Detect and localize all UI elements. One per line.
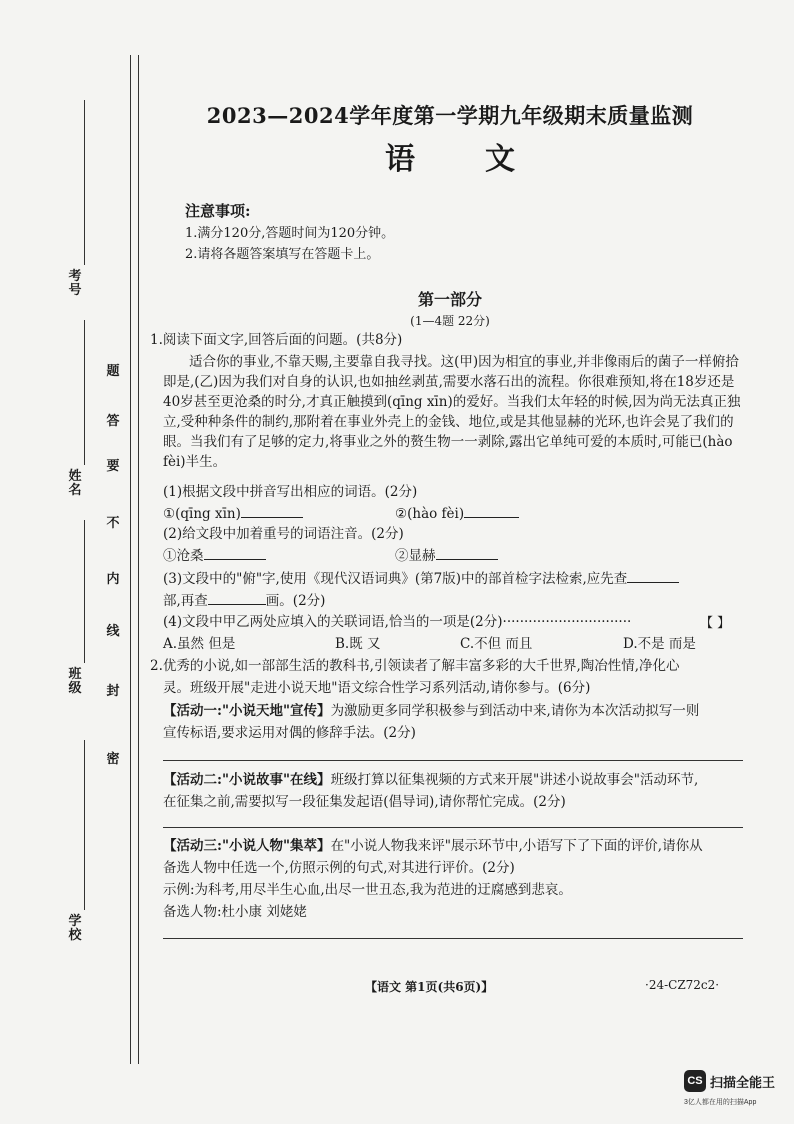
q1-sub1-b-label: ②(hào fèi) xyxy=(395,506,465,522)
part-subtitle: (1—4题 22分) xyxy=(410,314,490,328)
q1-sub3-blank-strokes[interactable] xyxy=(208,590,266,605)
q2-activity3-cont: 备选人物中任选一个,仿照示例的句式,对其进行评价。(2分) xyxy=(163,860,515,876)
exam-number-label: 考号 xyxy=(68,269,82,298)
q1-sub2-b xyxy=(395,545,595,566)
name-field[interactable] xyxy=(84,320,85,465)
q1-sub2-b-label: ②显赫 xyxy=(395,548,436,564)
q2-activity3-example: 示例:为科考,用尽半生心血,出尽一世丑态,我为范进的迂腐感到悲哀。 xyxy=(163,882,572,898)
school-label: 学校 xyxy=(68,914,82,943)
binding-line-outer xyxy=(130,55,131,1064)
q2-activity3-answer-line[interactable] xyxy=(163,938,743,939)
notice-title: 注意事项: xyxy=(185,202,251,220)
seal-char: 封 xyxy=(106,684,120,699)
seal-char: 题 xyxy=(106,364,120,379)
q1-sub2: (2)给文段中加着重号的词语注音。(2分) xyxy=(163,526,404,542)
q2-activity2-text: 班级打算以征集视频的方式来开展"讲述小说故事会"活动环节, xyxy=(330,772,699,788)
q2-activity3 xyxy=(163,836,763,856)
q1-option: C.不但 而且 xyxy=(460,636,533,652)
q2-activity3-tag: 【活动三:"小说人物"集萃】 xyxy=(163,838,331,854)
q1-sub3-text2: 部,再查 xyxy=(163,593,208,609)
subject-title: 语文 xyxy=(385,142,585,177)
q1-stem: 1.阅读下面文字,回答后面的问题。(共8分) xyxy=(150,332,403,348)
q1-sub1-b xyxy=(395,503,595,524)
watermark-tagline: 3亿人都在用的扫描App xyxy=(684,1099,757,1106)
seal-char: 要 xyxy=(106,459,120,474)
q1-sub3-text: (3)文段中的"俯"字,使用《现代汉语词典》(第7版)中的部首检字法检索,应先查 xyxy=(163,571,628,587)
q1-sub3-text3: 画。(2分) xyxy=(265,593,326,609)
q2-stem-cont: 灵。班级开展"走进小说天地"语文综合性学习系列活动,请你参与。(6分) xyxy=(163,680,591,696)
q1-option: D.不是 而是 xyxy=(623,636,696,652)
q1-sub1-a-label: ①(qīng xīn) xyxy=(163,506,241,522)
class-field[interactable] xyxy=(84,520,85,663)
q1-sub3-line1 xyxy=(163,568,763,589)
q2-activity1-tag: 【活动一:"小说天地"宣传】 xyxy=(163,703,331,719)
q2-activity2-cont: 在征集之前,需要拟写一段征集发起语(倡导词),请你帮忙完成。(2分) xyxy=(163,794,566,810)
q2-activity3-text: 在"小说人物我来评"展示环节中,小语写下了下面的评价,请你从 xyxy=(330,838,703,854)
q1-option: A.虽然 但是 xyxy=(163,636,236,652)
q1-sub2-a-label: ①沧桑 xyxy=(163,548,204,564)
q2-activity1-text: 为激励更多同学积极参与到活动中来,请你为本次活动拟写一则 xyxy=(330,703,700,719)
q1-sub3-blank-radical[interactable] xyxy=(627,568,679,583)
q2-activity1-cont: 宣传标语,要求运用对偶的修辞手法。(2分) xyxy=(163,725,416,741)
camscanner-logo-icon: CS xyxy=(684,1070,706,1092)
q1-sub3-line2 xyxy=(163,590,763,611)
q2-activity1 xyxy=(163,701,763,721)
q2-stem: 2.优秀的小说,如一部部生活的教科书,引领读者了解丰富多彩的大千世界,陶冶性情,净化心 xyxy=(150,658,680,674)
q2-activity2 xyxy=(163,770,763,790)
scanner-watermark xyxy=(684,1070,784,1110)
seal-char: 线 xyxy=(106,624,120,639)
seal-char: 不 xyxy=(106,516,120,531)
q1-sub1: (1)根据文段中拼音写出相应的词语。(2分) xyxy=(163,484,418,500)
q1-option: B.既 又 xyxy=(335,636,381,652)
q2-activity2-answer-line[interactable] xyxy=(163,827,743,828)
seal-char: 密 xyxy=(106,752,120,767)
q2-activity2-tag: 【活动二:"小说故事"在线】 xyxy=(163,772,331,788)
q1-sub1-a-blank[interactable] xyxy=(241,503,303,518)
part-title: 第一部分 xyxy=(417,290,482,309)
school-field[interactable] xyxy=(84,740,85,910)
q1-sub4: (4)文段中甲乙两处应填入的关联词语,恰当的一项是(2分)······························ xyxy=(163,614,632,630)
notice-item: 1.满分120分,答题时间为120分钟。 xyxy=(185,226,395,241)
q2-activity3-candidates: 备选人物:杜小康 刘姥姥 xyxy=(163,904,307,920)
watermark-app-name: 扫描全能王 xyxy=(710,1075,776,1090)
q1-passage: 适合你的事业,不靠天赐,主要靠自我寻找。这(甲)因为相宜的事业,并非像雨后的菌子一样俯拾即是,(乙)因为我们对自身的认识,也如抽丝剥茧,需要水落石出的流程。你很难预知,将在18岁还是40岁甚至更沧桑的时分,才真正触摸到(qīng xīn)的爱好。当我们太年轻的时候,因为尚无法真正独立,受种种条件的制约,那附着在事业外壳上的金钱、地位,或是其他显赫的光环,也许会晃了我们的眼。当我们有了足够的定力,将事业之外的赘生物一一剥除,露出它单纯可爱的本质时,可能已(hào fèi)半生。 xyxy=(163,354,741,470)
exam-title: 2023—2024学年度第一学期九年级期末质量监测 xyxy=(206,103,694,128)
q1-sub4-answer-bracket[interactable]: 【 】 xyxy=(700,616,731,631)
exam-number-field[interactable] xyxy=(84,100,85,265)
notice-item: 2.请将各题答案填写在答题卡上。 xyxy=(185,247,380,262)
q1-sub2-b-blank[interactable] xyxy=(436,545,498,560)
paper-code: ·24-CZ72c2· xyxy=(645,978,720,992)
binding-line-inner xyxy=(138,55,139,1064)
seal-char: 答 xyxy=(106,414,120,429)
q1-sub1-b-blank[interactable] xyxy=(464,503,519,518)
seal-char: 内 xyxy=(106,572,120,587)
name-label: 姓名 xyxy=(68,469,82,498)
q1-sub2-a-blank[interactable] xyxy=(204,545,266,560)
class-label: 班级 xyxy=(68,667,82,696)
page-number: 【语文 第1页(共6页)】 xyxy=(365,980,494,994)
q2-activity1-answer-line[interactable] xyxy=(163,760,743,761)
